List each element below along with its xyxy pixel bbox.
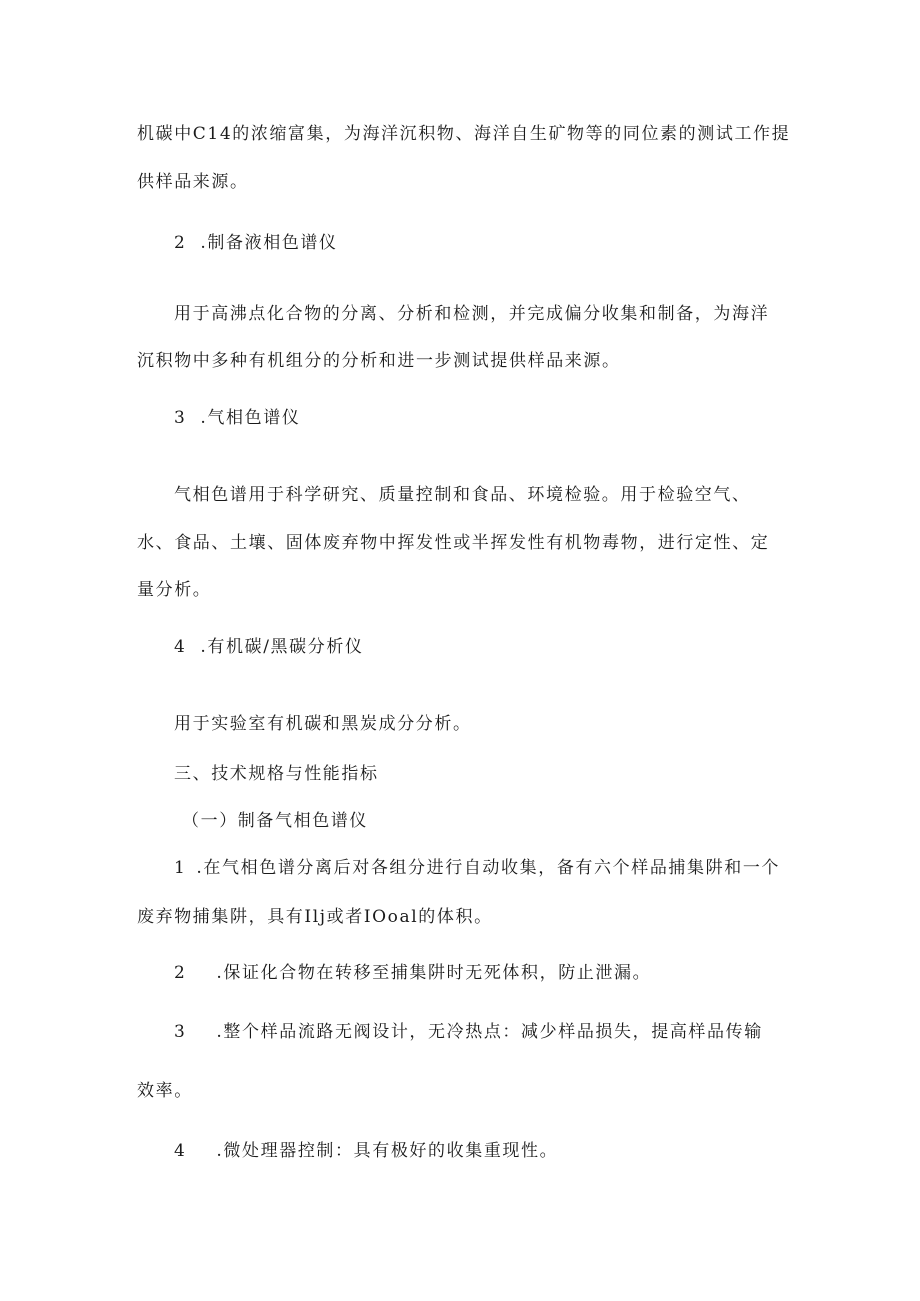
item-4-title: .有机碳/黑碳分析仪: [200, 637, 364, 657]
intro-paragraph-line-2: 供样品来源。: [137, 172, 249, 192]
item-3-description-line-1: 气相色谱用于科学研究、质量控制和食品、环境检验。用于检验空气、: [174, 485, 751, 505]
spec-1-line-1: [174, 857, 780, 879]
spec-2-text: .保证化合物在转移至捕集阱时无死体积，防止泄漏。: [216, 963, 652, 983]
spec-3-line-2: 效率。: [137, 1081, 193, 1101]
item-2-description-line-2: 沉积物中多种有机组分的分析和进一步测试提供样品来源。: [137, 351, 621, 371]
spec-4-number: 4: [174, 1141, 187, 1161]
spec-2-line-1: [174, 962, 651, 984]
spec-3-number: 3: [174, 1022, 187, 1042]
section-3-subheading: （一）制备气相色谱仪: [182, 811, 368, 831]
item-2-number: 2: [174, 233, 187, 253]
spec-4-line-1: [174, 1140, 558, 1162]
item-3-title: .气相色谱仪: [200, 408, 301, 428]
section-3-heading: 三、技术规格与性能指标: [174, 764, 379, 784]
item-2-title: .制备液相色谱仪: [200, 233, 338, 253]
item-4-number: 4: [174, 637, 187, 657]
intro-paragraph-line-1: 机碳中C14的浓缩富集，为海洋沉积物、海洋自生矿物等的同位素的测试工作提: [137, 124, 791, 144]
item-2-heading: [174, 232, 338, 254]
item-3-description-line-3: 量分析。: [137, 580, 212, 600]
item-3-number: 3: [174, 408, 187, 428]
spec-2-number: 2: [174, 963, 187, 983]
item-3-heading: [174, 407, 300, 429]
spec-3-line-1: [174, 1021, 763, 1043]
spec-3-text: .整个样品流路无阀设计，无冷热点：减少样品损失，提高样品传输: [216, 1022, 763, 1042]
item-3-description-line-2: 水、食品、土壤、固体废弃物中挥发性或半挥发性有机物毒物，进行定性、定: [137, 533, 770, 553]
spec-4-text: .微处理器控制：具有极好的收集重现性。: [216, 1141, 559, 1161]
item-4-description-line-1: 用于实验室有机碳和黑炭成分分析。: [174, 714, 472, 734]
spec-1-number: 1: [174, 858, 187, 878]
spec-1-text: .在气相色谱分离后对各组分进行自动收集，备有六个样品捕集阱和一个: [196, 858, 781, 878]
item-4-heading: [174, 636, 364, 658]
item-2-description-line-1: 用于高沸点化合物的分离、分析和检测，并完成偏分收集和制备，为海洋: [174, 304, 770, 324]
spec-1-line-2: 废弃物捕集阱，具有Ilj或者IOoal的体积。: [137, 907, 493, 927]
